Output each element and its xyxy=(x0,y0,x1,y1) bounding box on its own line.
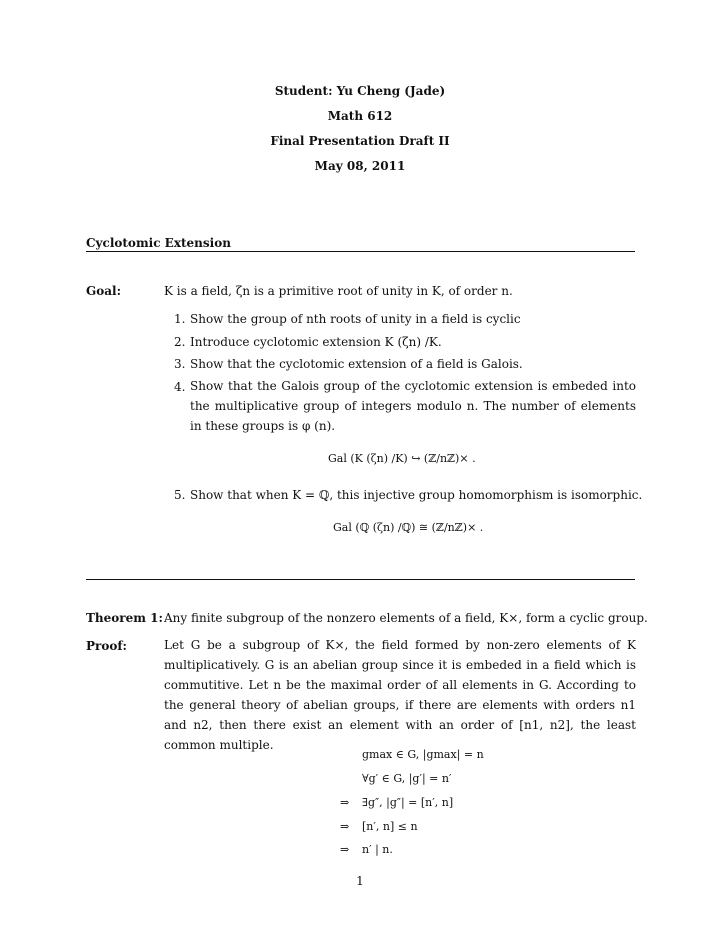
theorem-text: Any finite subgroup of the nonzero elements of a field, K×, form a cyclic group. xyxy=(164,611,648,625)
implies-arrow: ⇒ xyxy=(340,843,350,856)
proof-line: [n′, n] ≤ n xyxy=(362,820,418,833)
goal-item-number: 3. xyxy=(174,357,186,371)
goal-text: K is a field, ζn is a primitive root of unity in K, of order n. xyxy=(164,284,513,298)
implies-arrow: ⇒ xyxy=(340,796,350,809)
goal-item: Show that when K = ℚ, this injective group homomorphism is isomorphic. xyxy=(190,488,643,502)
document-title: Final Presentation Draft II xyxy=(270,134,450,148)
proof-text: Let G be a subgroup of K×, the field formed by non-zero elements of K multiplicatively. G is an abelian group since it is embeded in a field which is commutitive. Let n be the maximal order of all elements in G. According to the general theory of abelian groups, if there are elements with orders n1 and n2, then there exist an element with an order of [n1, n2], the least common multiple. xyxy=(164,638,636,752)
proof-line: n′ | n. xyxy=(362,843,393,856)
section-heading: Cyclotomic Extension xyxy=(86,236,231,250)
equation-isomorphism: Gal (ℚ (ζn) /ℚ) ≅ (ℤ/nℤ)× . xyxy=(333,521,484,534)
implies-arrow: ⇒ xyxy=(340,820,350,833)
proof-label: Proof: xyxy=(86,639,127,653)
page-number: 1 xyxy=(356,874,364,888)
goal-item: Show that the cyclotomic extension of a field is Galois. xyxy=(190,357,523,371)
equation-embedding: Gal (K (ζn) /K) ↪ (ℤ/nℤ)× . xyxy=(328,452,476,465)
proof-line: gmax ∈ G, |gmax| = n xyxy=(362,748,484,761)
goal-item: Show the group of nth roots of unity in a field is cyclic xyxy=(190,312,521,326)
theorem-label: Theorem 1: xyxy=(86,611,163,625)
section-rule xyxy=(86,251,635,252)
goal-item: Show that the Galois group of the cyclotomic extension is embeded into the multiplicative group of integers modulo n. The number of elements in these groups is φ (n). xyxy=(190,379,636,433)
proof-line: ∀g′ ∈ G, |g′| = n′ xyxy=(362,772,452,785)
proof-line: ∃g″, |g″| = [n′, n] xyxy=(362,796,454,809)
goal-item-number: 1. xyxy=(174,312,186,326)
course-name: Math 612 xyxy=(327,109,393,123)
goal-label: Goal: xyxy=(86,284,122,298)
document-date: May 08, 2011 xyxy=(314,159,406,173)
student-name: Student: Yu Cheng (Jade) xyxy=(274,84,446,98)
divider-rule xyxy=(86,579,635,580)
goal-item-number: 4. xyxy=(174,380,186,394)
goal-item-number: 5. xyxy=(174,488,186,502)
goal-item-number: 2. xyxy=(174,335,186,349)
goal-item: Introduce cyclotomic extension K (ζn) /K. xyxy=(190,335,442,349)
